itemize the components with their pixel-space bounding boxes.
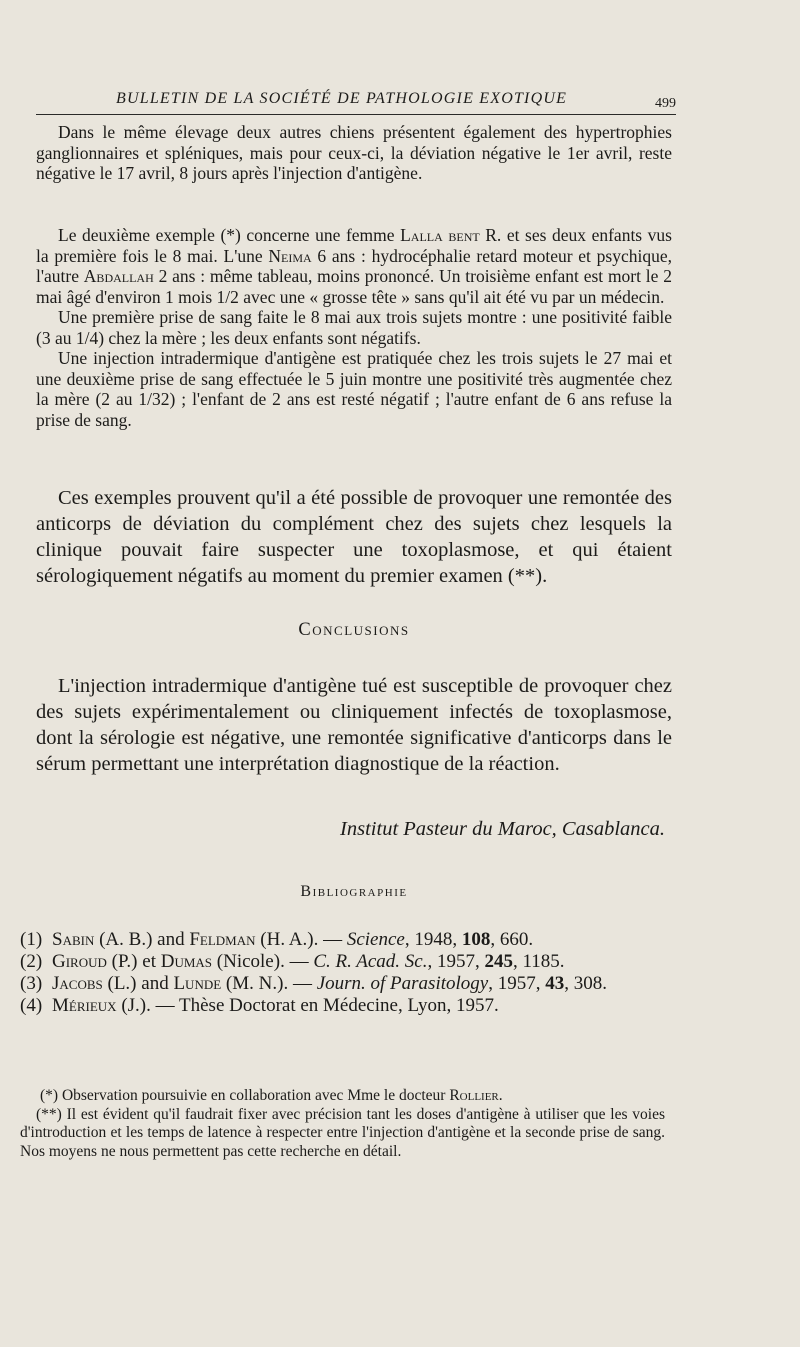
paragraph-text: Ces exemples prouvent qu'il a été possible de provoquer une remontée des anticorps de déviation du complément chez des sujets chez lesquels la clinique pouvait faire suspecter une toxoplasmose, et qui étaient sérologiquement négatifs au moment du premier examen (**). bbox=[36, 487, 672, 587]
footnote: (**) Il est évident qu'il faudrait fixer avec précision tant les doses d'antigène à utiliser que les voies d'introduction et les temps de latence à respecter entre l'injection d'antigène et la seconde prise de sang. Nos moyens ne nous permettent pas cette recherche en détail. bbox=[20, 1105, 665, 1160]
paragraph-examples bbox=[36, 485, 672, 589]
paragraph-second-example bbox=[36, 225, 672, 430]
footnote: (*) Observation poursuivie en collaboration avec Mme le docteur Rollier. bbox=[40, 1087, 503, 1104]
bibliography-list bbox=[20, 929, 665, 1017]
person-name: Neima bbox=[268, 245, 312, 266]
institution-signature: Institut Pasteur du Maroc, Casablanca. bbox=[340, 818, 665, 840]
paragraph-text: L'injection intradermique d'antigène tué est susceptible de provoquer chez des sujets expérimentalement ou cliniquement infectés de toxoplasmose, dont la sérologie est négative, une remontée significative d'anticorps dans le sérum permettant une interprétation diagnostique de la réaction. bbox=[36, 675, 672, 775]
bibliography-entry: (2) Giroud (P.) et Dumas (Nicole). — C. R. Acad. Sc., 1957, 245, 1185. bbox=[20, 951, 565, 972]
paragraph-text: Une injection intradermique d'antigène est pratiquée chez les trois sujets le 27 mai et une deuxième prise de sang effectuée le 5 juin montre une positivité très augmentée chez la mère (2 au 1/32) ; l'enfant de 2 ans est resté négatif ; l'autre enfant de 6 ans refuse la prise de sang. bbox=[36, 348, 672, 430]
page-number: 499 bbox=[655, 96, 676, 111]
bibliography-entry: (3) Jacobs (L.) and Lunde (M. N.). — Journ. of Parasitology, 1957, 43, 308. bbox=[20, 973, 607, 994]
person-name: Abdallah bbox=[83, 266, 154, 286]
person-name: Rollier bbox=[449, 1087, 499, 1104]
footnotes bbox=[20, 1087, 665, 1161]
paragraph-conclusion bbox=[36, 673, 672, 777]
running-head: BULLETIN DE LA SOCIÉTÉ DE PATHOLOGIE EXOTIQUE bbox=[116, 90, 568, 107]
bibliography-entry: (4) Mérieux (J.). — Thèse Doctorat en Médecine, Lyon, 1957. bbox=[20, 995, 499, 1016]
bibliography-heading: Bibliographie bbox=[300, 883, 408, 900]
conclusions-heading: Conclusions bbox=[298, 620, 410, 640]
person-name: Lalla bent bbox=[400, 225, 480, 245]
paragraph-dogs bbox=[36, 122, 672, 184]
bibliography-entry: (1) Sabin (A. B.) and Feldman (H. A.). — Science, 1948, 108, 660. bbox=[20, 929, 534, 950]
paragraph-text: Le deuxième exemple (*) concerne une femme Lalla bent R. et ses deux enfants vus la première fois le 8 mai. L'une Neima 6 ans : hydrocéphalie retard moteur et psychique, l'autre Abdallah 2 ans : même tableau, moins prononcé. Un troisième enfant est mort le 2 mai âgé d'environ 1 mois 1/2 avec une « grosse tête » sans qu'il ait été vu par un médecin. bbox=[36, 225, 672, 307]
paragraph-text: Dans le même élevage deux autres chiens présentent également des hypertrophies ganglionnaires et spléniques, mais pour ceux-ci, la déviation négative le 1er avril, reste négative le 17 avril, 8 jours après l'injection d'antigène. bbox=[36, 122, 672, 183]
paragraph-text: Une première prise de sang faite le 8 mai aux trois sujets montre : une positivité faible (3 au 1/4) chez la mère ; les deux enfants sont négatifs. bbox=[36, 307, 672, 348]
page-header bbox=[36, 86, 676, 115]
